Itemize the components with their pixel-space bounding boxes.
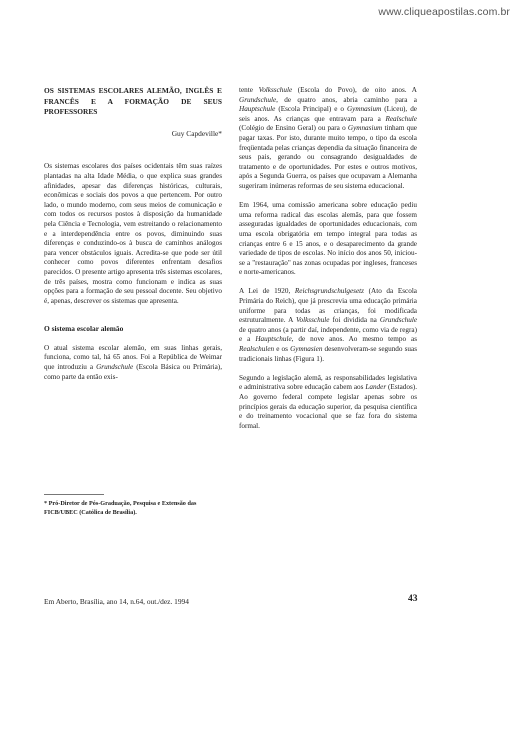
italic-term: Hauptschule — [239, 105, 276, 114]
italic-term: Hauptschule — [255, 335, 292, 344]
text-run: A Lei de 1920, — [239, 287, 295, 296]
right-paragraph-4 — [239, 374, 417, 432]
section-heading: O sistema escolar alemão — [44, 324, 124, 334]
right-paragraph-1 — [239, 86, 417, 192]
text-run: (Estados). Ao governo federal compete legislar apenas sobre os princípios gerais da educação superior, da pesquisa científica e do treinamento vocacional que se faz fora do sistema formal. — [239, 383, 417, 430]
italic-term: Realschulen — [239, 345, 275, 354]
right-paragraph-3 — [239, 287, 417, 364]
text-run: e os — [274, 345, 291, 354]
italic-term: Grundschule — [379, 316, 418, 325]
text-run: de quatro anos (a partir daí, independente, como via de regra) e a — [239, 325, 417, 344]
intro-text-b: (Escola Básica ou Primária), como parte da então exis- — [44, 363, 222, 381]
page-number: 43 — [408, 594, 418, 604]
italic-term: Grundschule — [239, 95, 277, 104]
article-title: OS SISTEMAS ESCOLARES ALEMÃO, INGLÊS E FRANCÊS E A FORMAÇÃO DE SEUS PROFESSORES — [44, 86, 222, 117]
italic-term: Reichsgrundschulgesetz — [294, 287, 364, 296]
italic-term: Lander — [365, 383, 387, 392]
journal-citation: Em Aberto, Brasília, ano 14, n.64, out./dez. 1994 — [44, 597, 189, 606]
text-run: foi dividida na — [329, 316, 380, 325]
text-run: (Colégio de Ensino Geral) ou para o — [239, 124, 348, 133]
italic-term: Volksschule — [295, 316, 330, 325]
right-column — [239, 86, 417, 441]
text-run: Segundo a legislação alemã, as responsabilidades legislativa e administrativa sobre educação cabem aos — [239, 373, 417, 392]
intro-text-a: O atual sistema escolar alemão, em suas linhas gerais, funciona, como tal, há 65 anos. Foi a República de Weimar que introduziu a — [44, 343, 222, 372]
footnote-divider — [44, 494, 104, 495]
left-column — [44, 86, 222, 392]
intro-paragraph — [44, 344, 222, 382]
intro-term: Grundschule — [96, 363, 134, 372]
text-run: tinham que pagar taxas. Por isto, durante muito tempo, o tipo da escola freqüentada pelas crianças dependia da situação financeira de seus pais, gerando ou consagrando desigualdades de tratamento e de oportunidades. Por estes e outros motivos, após a Segunda Guerra, os países que ocupavam a Alemanha sugeriram inúmeras reformas de seu sistema educacional. — [239, 124, 417, 190]
right-paragraph-2: Em 1964, uma comissão americana sobre educação pediu uma reforma radical das escolas alemãs, para que fossem asseguradas igualdades de oportunidades educacionais, com uma escola obrigatória em tempo integral para todas as crianças entre 6 e 15 anos, e o desaparecimento da grande variedade de tipos de escolas. No início dos anos 50, iniciou-se a "restauração" nas zonas ocupadas por ingleses, franceses e norte-americanos. — [239, 201, 417, 277]
italic-term: Gymnasium — [347, 124, 383, 133]
text-run: (Escola Principal) e o — [275, 105, 347, 114]
text-run: , de nove anos. Ao mesmo tempo as — [291, 335, 417, 344]
text-run: (Escola do Povo), de oito anos. A — [292, 86, 417, 94]
abstract-paragraph: Os sistemas escolares dos países ocidentais têm suas raízes plantadas na alta Idade Média, o que explica suas grandes afinidades, apesar das diferenças históricas, culturais, econômicas e sociais dos povos a que pertencem. Por outro lado, o mundo moderno, com seus meios de comunicação e com todos os recursos postos à disposição da humanidade pela Ciência e Tecnologia, vem estreitando o relacionamento e a interdependência entre os povos, diminuindo suas diferenças e conduzindo-os à busca de caminhos análogos para vencer obstáculos iguais. Acredita-se que pode ser útil conhecer como povos diferentes enfrentam desafios parecidos. O presente artigo apresenta três sistemas escolares, de três países, mostra como funcionam e indica as suas opções para a formação de seu pessoal docente. Seu objetivo é, apenas, descrever os sistemas que apresenta. — [44, 162, 222, 305]
text-run: tente — [239, 86, 259, 94]
text-run: (Liceu), de seis anos. As crianças que entravam para a — [239, 105, 417, 123]
italic-term: Gymnasien — [290, 345, 323, 354]
italic-term: Volksschule — [258, 86, 293, 94]
italic-term: Realschule — [385, 114, 417, 123]
text-run: desenvolveram-se segundo suas tradicionais linhas (Figura 1). — [239, 345, 417, 363]
site-watermark: www.cliqueapostilas.com.br — [378, 6, 510, 18]
italic-term: Gymnasium — [346, 105, 382, 114]
text-run: , de quatro anos, abria caminho para a — [276, 95, 417, 104]
article-author: Guy Capdeville* — [171, 128, 222, 138]
text-run: (Ato da Escola Primária do Reich), que já prescrevia uma educação primária uniforme para todas as crianças, foi modificada estruturalmente. A — [239, 287, 418, 325]
author-footnote: * Pró-Diretor de Pós-Graduação, Pesquisa e Extensão das FICB/UBEC (Católica de Brasília). — [44, 500, 197, 516]
